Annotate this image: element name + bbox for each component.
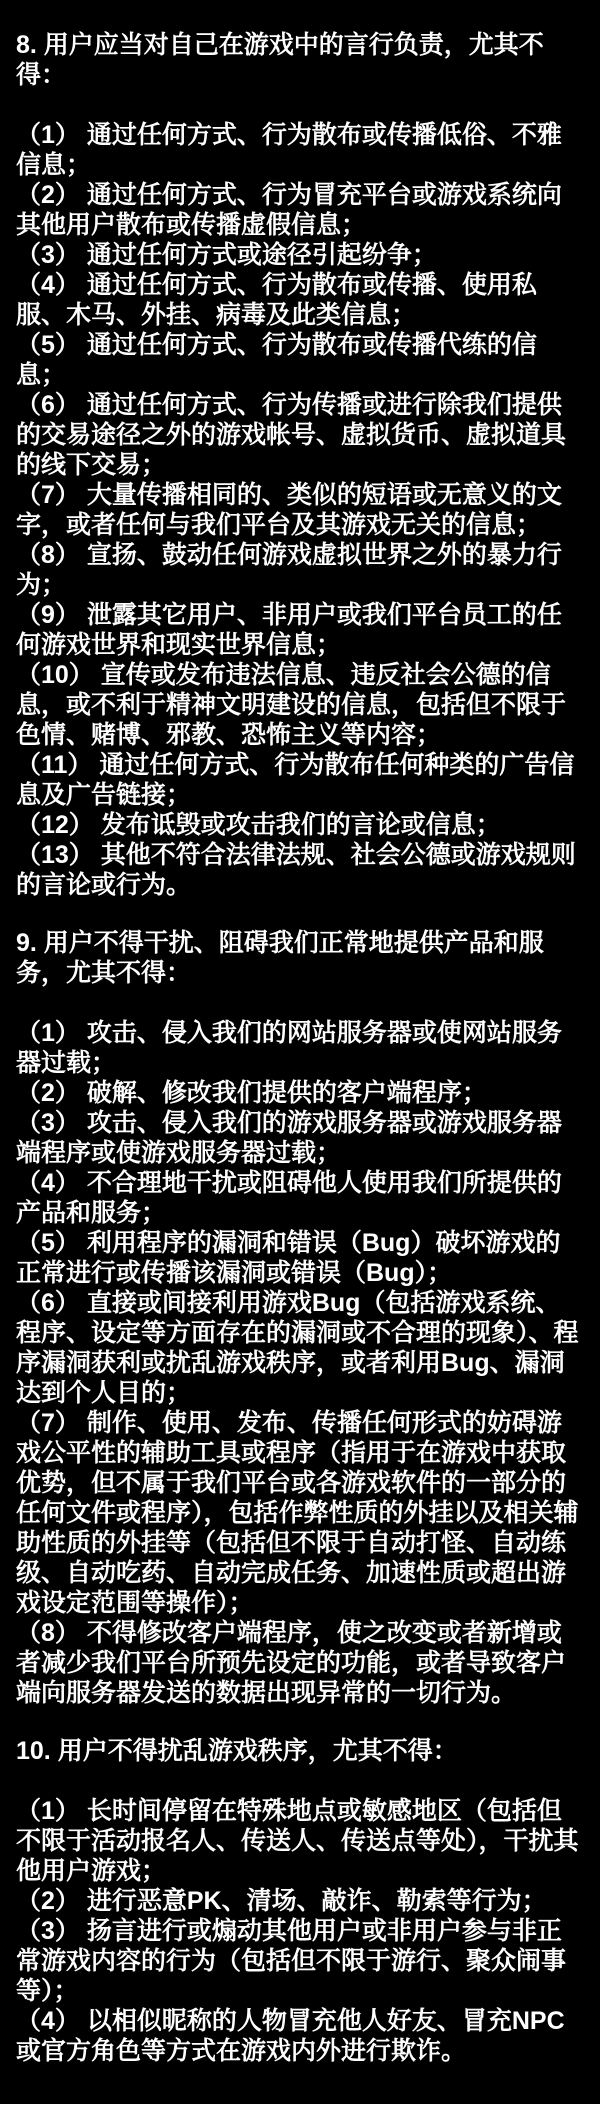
terms-item: （1） 通过任何方式、行为散布或传播低俗、不雅信息； xyxy=(16,121,562,179)
section-heading: 8. 用户应当对自己在游戏中的言行负责，尤其不得： xyxy=(16,31,544,89)
terms-item: （10） 宣传或发布违法信息、违反社会公德的信息，或不利于精神文明建设的信息，包括但不限于色情、赌博、邪教、恐怖主义等内容； xyxy=(16,661,567,749)
terms-item: （8） 宣扬、鼓动任何游戏虚拟世界之外的暴力行为； xyxy=(16,541,562,599)
terms-item: （3） 通过任何方式或途径引起纷争； xyxy=(16,241,437,269)
terms-item: （13） 其他不符合法律法规、社会公德或游戏规则的言论或行为。 xyxy=(16,841,576,899)
terms-item: （3） 扬言进行或煽动其他用户或非用户参与非正常游戏内容的行为（包括但不限于游行、聚众闹事等）； xyxy=(16,1917,567,2005)
terms-item: （2） 通过任何方式、行为冒充平台或游戏系统向其他用户散布或传播虚假信息； xyxy=(16,181,562,239)
terms-section xyxy=(16,30,584,900)
terms-item: （1） 长时间停留在特殊地点或敏感地区（包括但不限于活动报名人、传送人、传送点等处），干扰其他用户游戏； xyxy=(16,1797,579,1885)
terms-item: （4） 不合理地干扰或阻碍他人使用我们所提供的产品和服务； xyxy=(16,1169,562,1227)
terms-item: （7） 大量传播相同的、类似的短语或无意义的文字，或者任何与我们平台及其游戏无关的信息； xyxy=(16,481,562,539)
terms-item: （3） 攻击、侵入我们的游戏服务器或游戏服务器端程序或使游戏服务器过载； xyxy=(16,1109,562,1167)
terms-item: （4） 通过任何方式、行为散布或传播、使用私服、木马、外挂、病毒及此类信息； xyxy=(16,271,537,329)
terms-section xyxy=(16,928,584,1708)
section-heading: 10. 用户不得扰乱游戏秩序，尤其不得： xyxy=(16,1737,458,1765)
terms-item: （4） 以相似昵称的人物冒充他人好友、冒充NPC或官方角色等方式在游戏内外进行欺诈。 xyxy=(16,2007,565,2065)
terms-item: （5） 通过任何方式、行为散布或传播代练的信息； xyxy=(16,331,537,389)
terms-item: （9） 泄露其它用户、非用户或我们平台员工的任何游戏世界和现实世界信息； xyxy=(16,601,562,659)
terms-item: （6） 直接或间接利用游戏Bug（包括游戏系统、程序、设定等方面存在的漏洞或不合理的现象）、程序漏洞获利或扰乱游戏秩序，或者利用Bug、漏洞达到个人目的； xyxy=(16,1289,579,1407)
terms-item: （11） 通过任何方式、行为散布任何种类的广告信息及广告链接； xyxy=(16,751,575,809)
terms-item: （6） 通过任何方式、行为传播或进行除我们提供的交易途径之外的游戏帐号、虚拟货币、虚拟道具的线下交易； xyxy=(16,391,567,479)
section-heading: 9. 用户不得干扰、阻碍我们正常地提供产品和服务，尤其不得： xyxy=(16,929,544,987)
terms-section xyxy=(16,1736,584,2066)
terms-item: （8） 不得修改客户端程序，使之改变或者新增或者减少我们平台所预先设定的功能，或者导致客户端向服务器发送的数据出现异常的一切行为。 xyxy=(16,1619,567,1707)
terms-item: （1） 攻击、侵入我们的网站服务器或使网站服务器过载； xyxy=(16,1019,562,1077)
terms-item: （5） 利用程序的漏洞和错误（Bug）破坏游戏的正常进行或传播该漏洞或错误（Bug）； xyxy=(16,1229,561,1287)
terms-item: （12） 发布诋毁或攻击我们的言论或信息； xyxy=(16,811,501,839)
terms-item: （2） 破解、修改我们提供的客户端程序； xyxy=(16,1079,487,1107)
terms-item: （7） 制作、使用、发布、传播任何形式的妨碍游戏公平性的辅助工具或程序（指用于在游戏中获取优势，但不属于我们平台或各游戏软件的一部分的任何文件或程序），包括作弊性质的外挂以及相关辅助性质的外挂等（包括但不限于自动打怪、自动练级、自动吃药、自动完成任务、加速性质或超出游戏设定范围等操作）； xyxy=(16,1409,579,1617)
terms-item: （2） 进行恶意PK、清场、敲诈、勒索等行为； xyxy=(16,1887,547,1915)
